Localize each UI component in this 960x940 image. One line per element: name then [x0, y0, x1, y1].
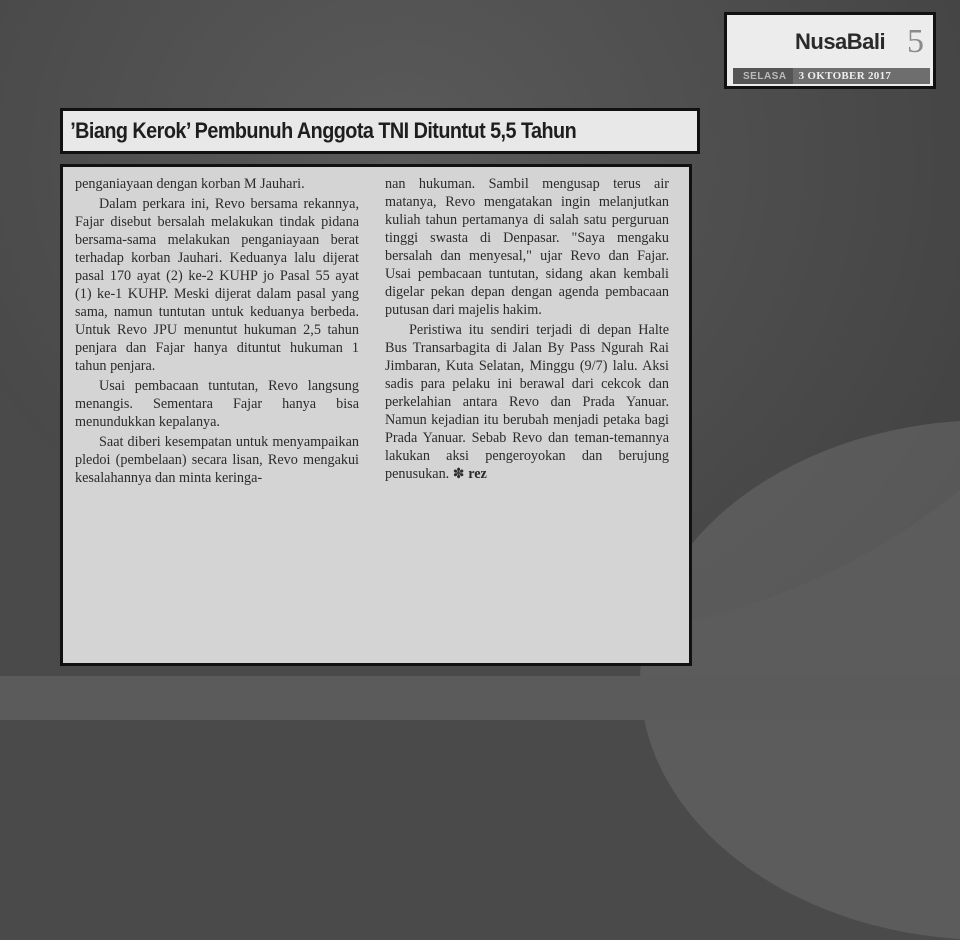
date-bar [733, 68, 930, 84]
article-clipping [60, 164, 692, 666]
publication-date: 3 OKTOBER 2017 [793, 68, 930, 84]
article-paragraph: Dalam perkara ini, Revo bersama rekannya, Fajar disebut bersalah melakukan tindak pidana bersama-sama melakukan penganiayaan berat terhadap korban Jauhari. Keduanya lalu dijerat pasal 170 ayat (2) ke-2 KUHP jo Pasal 55 ayat (1) ke-1 KUHP. Meski dijerat dalam pasal yang sama, namun tuntutan untuk keduanya berbeda. Untuk Revo JPU menuntut hukuman 2,5 tahun penjara dan Fajar hanya dituntut hukuman 1 tahun penjara. [75, 196, 359, 374]
article-paragraph: Saat diberi kesempatan untuk menyampaikan pledoi (pembelaan) secara lisan, Revo mengakui kesalahannya dan minta keringa- [75, 434, 359, 486]
article-paragraph-text: Peristiwa itu sendiri terjadi di depan Halte Bus Transarbagita di Jalan By Pass Ngurah Rai Jimbaran, Kuta Selatan, Minggu (9/7) lalu. Aksi sadis para pelaku ini berawal dari cekcok dan perkelahian antara Revo dan Prada Yanuar. Namun kejadian itu berubah menjadi petaka bagi Prada Yanuar. Sebab Revo dan teman-temannya lakukan aksi pengeroyokan dan berujung penusukan. [385, 322, 669, 482]
headline-box [60, 108, 700, 154]
newspaper-masthead [724, 12, 936, 89]
article-paragraph: Usai pembacaan tuntutan, Revo langsung menangis. Sementara Fajar hanya bisa menundukkan kepalanya. [75, 378, 359, 430]
page-number: 5 [907, 23, 924, 60]
end-mark-icon: ✽ [452, 466, 465, 482]
article-paragraph [385, 321, 669, 483]
newspaper-logo: NusaBali [795, 29, 886, 54]
article-column-left [75, 175, 359, 489]
article-column-right [385, 175, 669, 485]
article-headline: ’Biang Kerok’ Pembunuh Anggota TNI Dituntut 5,5 Tahun [70, 118, 577, 143]
author-signature: rez [468, 466, 487, 482]
background-bottom-band [0, 676, 960, 720]
article-paragraph: nan hukuman. Sambil mengusap terus air matanya, Revo mengatakan ingin melanjutkan kuliah tahun pertamanya di salah satu perguruan tinggi swasta di Denpasar. "Saya mengaku bersalah dan menyesal," ujar Revo dan Fajar. Usai pembacaan tuntutan, sidang akan kembali digelar pekan depan dengan agenda pembacaan putusan dari majelis hakim. [385, 176, 669, 318]
publication-day: SELASA [743, 70, 787, 82]
article-paragraph: penganiayaan dengan korban M Jauhari. [75, 176, 305, 192]
